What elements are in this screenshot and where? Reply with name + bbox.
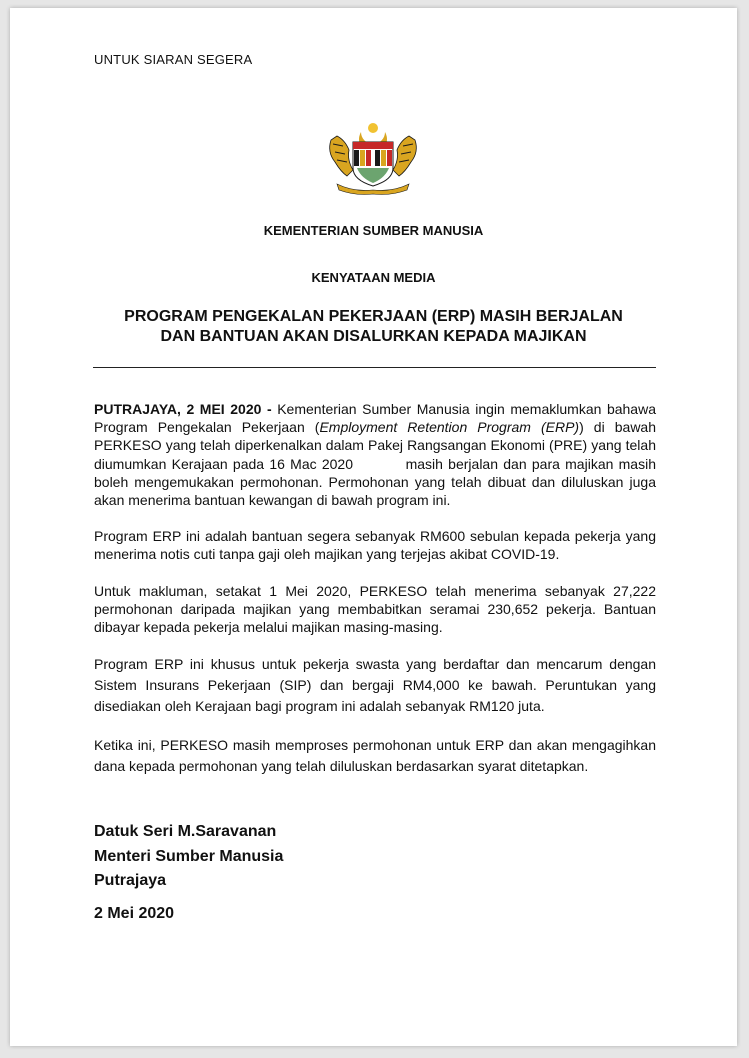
- program-name-italic: Employment Retention Program (ERP): [319, 419, 580, 436]
- paragraph-1: [94, 400, 660, 509]
- headline-line-1: PROGRAM PENGEKALAN PEKERJAAN (ERP) MASIH BERJALAN: [124, 308, 623, 325]
- paragraph-3: Untuk makluman, setakat 1 Mei 2020, PERKESO telah menerima sebanyak 27,222 permohonan daripada majikan yang membabitkan seramai 230,652 pekerja. Bantuan dibayar kepada pekerja melalui majikan masing-masing.: [94, 582, 656, 636]
- signatory-name: Datuk Seri M.Saravanan: [94, 823, 277, 840]
- paragraph-4: Program ERP ini khusus untuk pekerja swasta yang berdaftar dan mencarum dengan Sistem Insurans Pekerjaan (SIP) dan bergaji RM4,000 ke bawah. Peruntukan yang disediakan oleh Kerajaan bagi program ini adalah sebanyak RM120 juta.: [94, 656, 656, 715]
- divider: [93, 367, 656, 368]
- statement-type: KENYATAAN MEDIA: [311, 270, 436, 285]
- paragraph-1-text-b: ) di bawah PERKESO yang telah diperkenalkan dalam Pakej Rangsangan Ekonomi (PRE) yang telah diumumkan Kerajaan pada 16 Mac 2020 masih berjalan dan para majikan masih boleh mengemukakan permohonan. Permohonan yang telah dibuat dan diluluskan juga akan menerima bantuan kewangan di bawah program ini.: [94, 419, 660, 509]
- coat-of-arms-icon: [323, 118, 423, 198]
- paragraph-1-text-a: Kementerian Sumber Manusia ingin memaklumkan bahawa Program Pengekalan Pekerjaan (: [94, 401, 656, 436]
- signature-block: [94, 820, 283, 894]
- press-body: [94, 400, 660, 795]
- signatory-title: Menteri Sumber Manusia: [94, 847, 284, 865]
- document-page: [10, 8, 737, 1046]
- signatory-place: Putrajaya: [94, 872, 167, 889]
- paragraph-2: Program ERP ini adalah bantuan segera sebanyak RM600 sebulan kepada pekerja yang menerima notis cuti tanpa gaji oleh majikan yang terjejas akibat COVID-19.: [94, 528, 656, 563]
- paragraph-5: Ketika ini, PERKESO masih memproses permohonan untuk ERP dan akan mengagihkan dana kepada permohonan yang telah diluluskan berdasarkan syarat ditetapkan.: [94, 737, 656, 775]
- headline-line-2: DAN BANTUAN AKAN DISALURKAN KEPADA MAJIKAN: [160, 328, 587, 345]
- headline: [70, 307, 677, 347]
- signature-date: 2 Mei 2020: [94, 905, 175, 922]
- dateline: PUTRAJAYA, 2 MEI 2020 -: [94, 401, 272, 417]
- ministry-name: KEMENTERIAN SUMBER MANUSIA: [263, 223, 484, 238]
- release-label: UNTUK SIARAN SEGERA: [94, 52, 253, 67]
